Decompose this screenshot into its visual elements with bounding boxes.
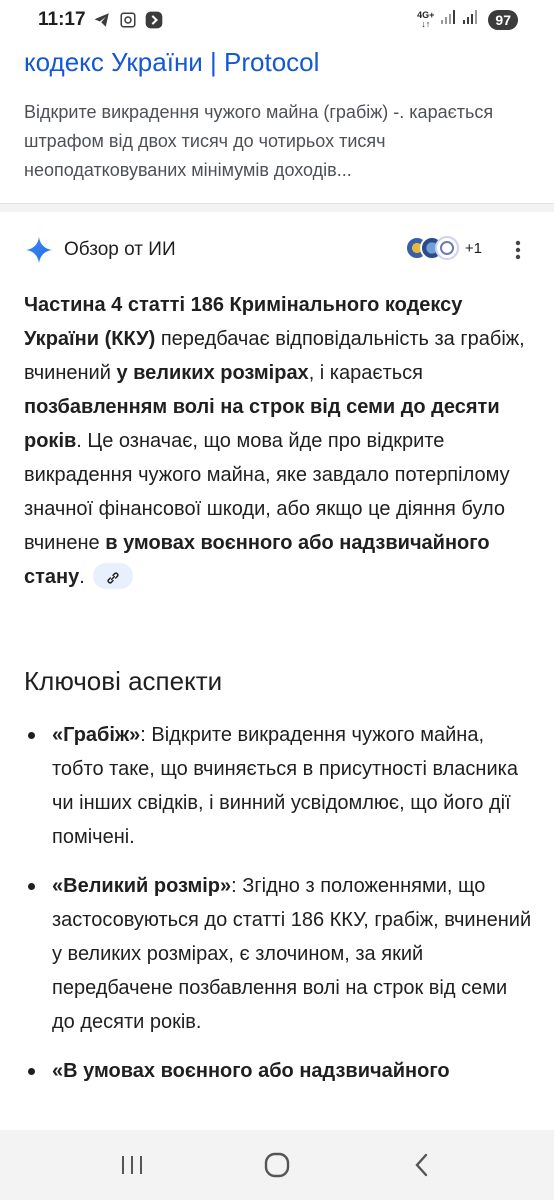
back-icon — [411, 1151, 433, 1179]
result-title-link[interactable] — [24, 40, 319, 82]
result-snippet: Відкрите викрадення чужого майна (грабіж) -. карається штрафом від двох тисяч до чотирьох тисяч неоподатковуваних мінімумів доходів... — [24, 102, 494, 180]
battery-indicator: 97 — [488, 10, 518, 30]
result-title-line: кодекс України | Protocol — [24, 47, 320, 77]
ai-text-segment: передбачає відповідальність за грабіж, вчинений — [24, 328, 525, 384]
list-item-term: «В умовах воєнного або надзвичайного — [52, 1060, 450, 1082]
ai-text-emphasis: у великих розмірах — [116, 362, 309, 384]
ai-overview-title: Обзор от ИИ — [64, 239, 176, 260]
home-icon — [263, 1151, 291, 1179]
list-item — [24, 1054, 532, 1088]
ai-text-segment: , і карається — [308, 362, 423, 384]
sources-more-count: +1 — [464, 239, 482, 257]
screenshot-icon — [118, 10, 138, 30]
status-bar — [0, 0, 554, 40]
ai-sources[interactable] — [405, 236, 482, 260]
ai-overview-text — [24, 294, 525, 588]
recents-button[interactable] — [112, 1145, 152, 1185]
telegram-icon — [92, 10, 112, 30]
media-icon — [144, 10, 164, 30]
list-item-term: «Грабіж» — [52, 724, 141, 746]
link-icon[interactable] — [93, 563, 133, 589]
recents-icon — [119, 1153, 145, 1177]
network-type: 4G+ ↓↑ — [417, 9, 435, 29]
ai-overview-header — [24, 228, 534, 272]
system-nav-bar — [0, 1130, 554, 1200]
section-heading: Ключові аспекти — [24, 666, 223, 696]
list-item-term: «Великий розмір» — [52, 875, 232, 897]
signal-icon-2 — [462, 9, 478, 30]
section-divider — [0, 203, 554, 212]
ai-text-emphasis: позбавленням волі на строк від семи до десяти років — [24, 396, 500, 452]
source-favicon — [435, 236, 459, 260]
ai-text-segment: . Це означає, що мова йде про відкрите викрадення чужого майна, яке завдало потерпілому значної фінансової шкоди, або якщо це діяння було вчинене — [24, 430, 510, 554]
search-result[interactable] — [0, 40, 554, 203]
signal-icon — [440, 9, 456, 30]
system-icons — [417, 9, 518, 30]
ai-overview-body — [24, 288, 532, 594]
list-item — [24, 718, 532, 854]
more-vert-icon[interactable] — [510, 238, 526, 262]
home-button[interactable] — [257, 1145, 297, 1185]
ai-text-emphasis: Частина 4 статті 186 Кримінального кодексу України (ККУ) — [24, 294, 463, 350]
key-aspects-list — [24, 718, 532, 1103]
list-item — [24, 869, 532, 1039]
notification-icons — [92, 10, 164, 30]
status-time: 11:17 — [38, 9, 86, 30]
gemini-sparkle-icon — [24, 235, 54, 265]
ai-text-emphasis: в умовах воєнного або надзвичайного стану — [24, 532, 490, 588]
list-item-text: : Відкрите викрадення чужого майна, тобто таке, що вчиняється в присутності власника чи інших свідків, і винний усвідомлює, що його дії помічені. — [52, 724, 518, 848]
ai-text-segment: . — [79, 566, 85, 588]
back-button[interactable] — [402, 1145, 442, 1185]
list-item-text: : Згідно з положеннями, що застосовуються до статті 186 ККУ, грабіж, вчинений у великих розмірах, є злочином, за який передбачене позбавлення волі на строк від семи до десяти років. — [52, 875, 532, 1033]
